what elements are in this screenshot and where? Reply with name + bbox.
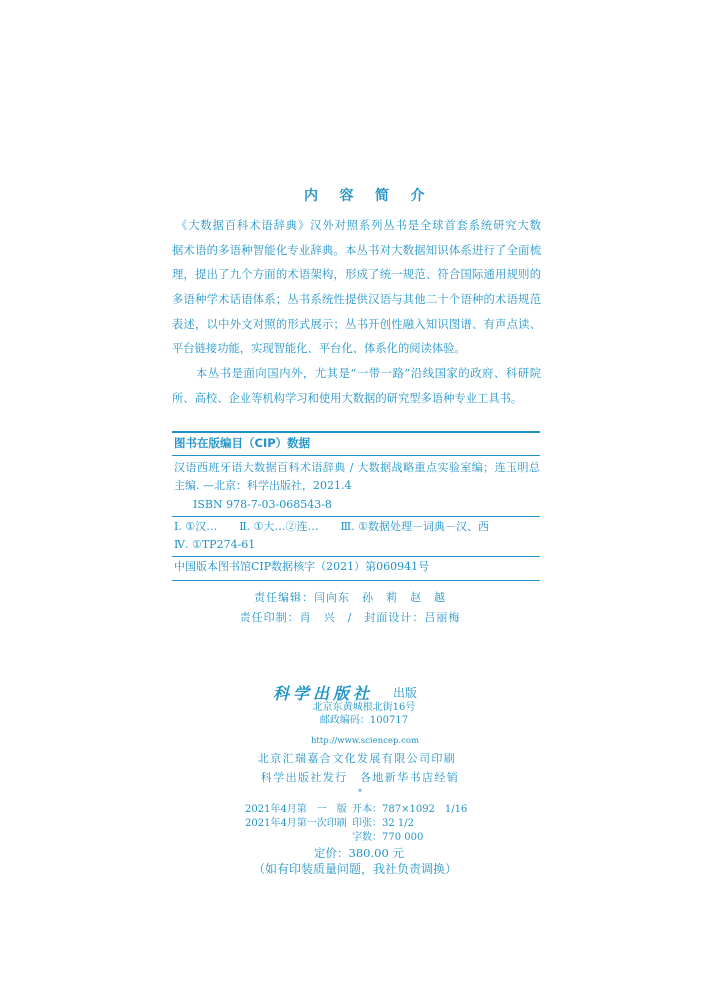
cip-record-line: 主编. —北京：科学出版社，2021.4 (174, 479, 352, 492)
cip-record-line: 汉语西班牙语大数据百科术语辞典 / 大数据战略重点实验室编；连玉明总 (174, 461, 540, 474)
summary-body (172, 214, 541, 412)
printed-sheets: 印张：32 1/2 (352, 818, 414, 829)
summary-title: 内容简介 (304, 188, 446, 204)
summary-paragraph-1 (172, 214, 541, 362)
cip-rule-bottom (172, 580, 540, 581)
publisher-imprint (273, 680, 417, 704)
cip-heading: 图书在版编目（CIP）数据 (174, 436, 311, 450)
isbn-number: ISBN 978-7-03-068543-8 (193, 498, 332, 511)
summary-line: 理，提出了九个方面的术语架构，形成了统一规范、符合国际通用规则的 (172, 268, 541, 282)
publisher-action: 出版 (393, 685, 418, 700)
cip-rule-after-isbn (172, 516, 540, 517)
summary-line: 平台链接功能，实现智能化、平台化、体系化的阅读体验。 (172, 342, 466, 356)
cip-classification-line: Ⅰ. ①汉… Ⅱ. ①大…②连… Ⅲ. ①数据处理－词典－汉、西 (174, 520, 489, 533)
cip-rule-top (172, 431, 540, 433)
editors-credit: 责任编辑：闫向东 孙 莉 赵 越 (254, 591, 446, 604)
summary-line: 所、高校、企业等机构学习和使用大数据的研究型多语种专业工具书。 (172, 391, 523, 405)
printer-line: 北京汇瑞嘉合文化发展有限公司印刷 (257, 752, 457, 765)
print-date: 2021年4月第一次印刷 (245, 818, 347, 829)
summary-line: 《大数据百科术语辞典》汉外对照系列丛书是全球首套系统研究大数 (176, 219, 541, 232)
edition-date: 2021年4月第 一 版 (245, 804, 347, 815)
summary-line: 据术语的多语种智能化专业辞典。本丛书对大数据知识体系进行了全面梳 (172, 243, 541, 257)
cip-classification-line: Ⅳ. ①TP274-61 (174, 538, 256, 551)
cip-number: 中国版本图书馆CIP数据核字（2021）第060941号 (174, 560, 430, 573)
cip-rule-under-heading (172, 455, 540, 456)
summary-paragraph-2 (172, 362, 541, 411)
distribution-line: 科学出版社发行 各地新华书店经销 (260, 771, 460, 784)
price: 定价：380.00 元 (314, 846, 404, 860)
publisher-website: http://www.sciencep.com (310, 736, 420, 746)
page-format: 开本：787×1092 1/16 (352, 804, 468, 815)
publisher-postcode: 邮政编码：100717 (319, 715, 409, 726)
summary-line: 表述，以中外文对照的形式展示；丛书开创性融入知识图谱、有声点读、 (172, 317, 541, 331)
summary-line: 本丛书是面向国内外，尤其是“一带一路”沿线国家的政府、科研院 (196, 367, 541, 381)
separator-asterisk: * (358, 788, 362, 797)
production-credit: 责任印制：肖 兴 / 封面设计：吕丽梅 (239, 611, 461, 624)
word-count: 字数：770 000 (352, 832, 424, 843)
quality-notice: （如有印装质量问题，我社负责调换） (252, 862, 457, 876)
cip-rule-after-classification (172, 556, 540, 557)
publisher-logo: 科学出版社 (273, 683, 374, 703)
summary-line: 多语种学术话语体系；丛书系统性提供汉语与其他二十个语种的术语规范 (172, 293, 541, 307)
publisher-address: 北京东黄城根北街16号 (312, 702, 416, 713)
